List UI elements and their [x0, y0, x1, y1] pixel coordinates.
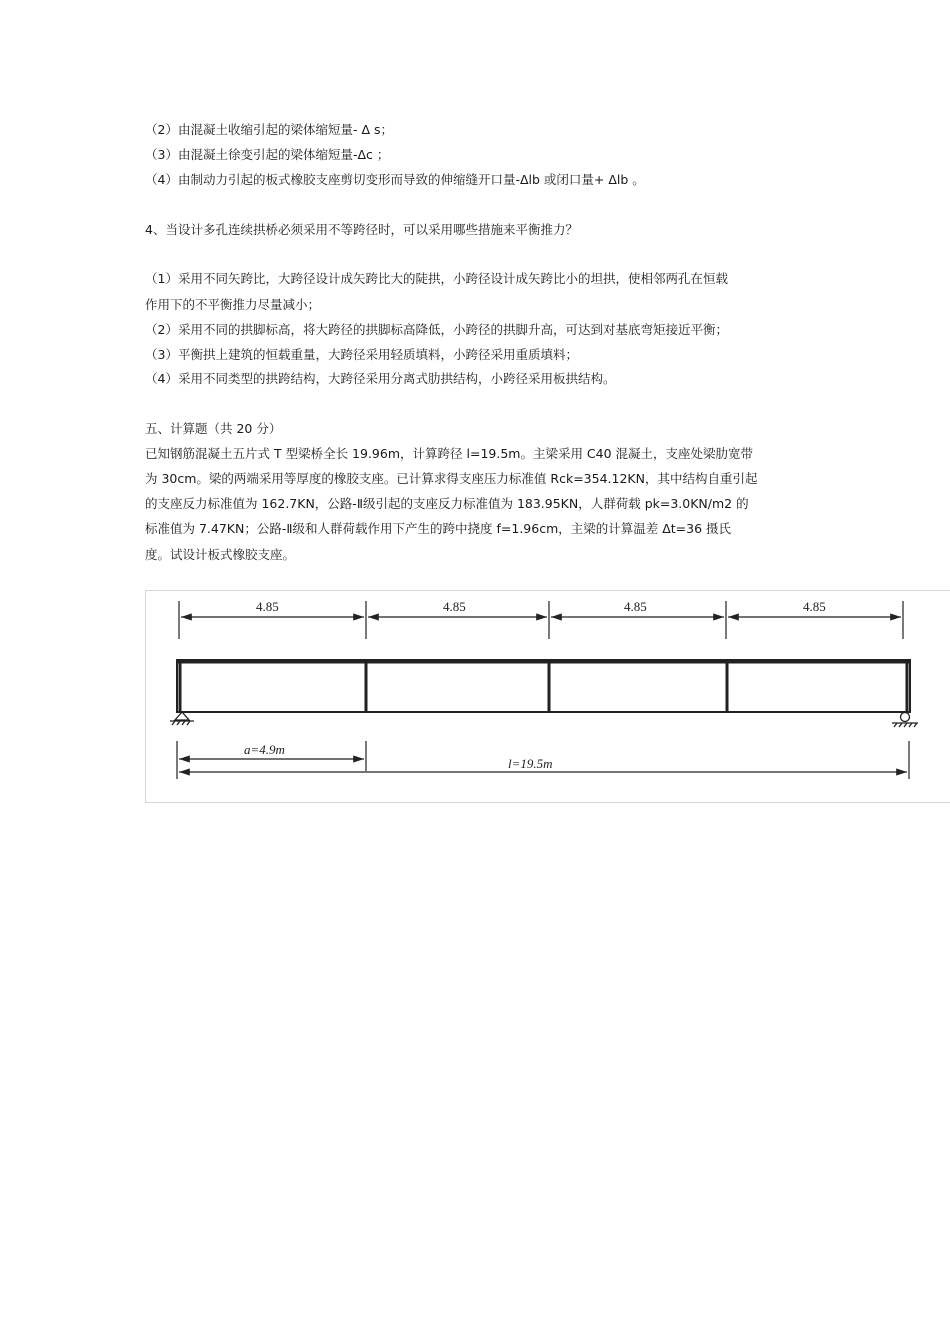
top-dimension-lines [179, 601, 903, 639]
section5-line-1: 已知钢筋混凝土五片式 T 型梁桥全长 19.96m，计算跨径 l=19.5m。主梁采用 C40 混凝土，支座处梁肋宽带 [145, 446, 754, 461]
roller-support-icon [892, 713, 918, 728]
question4-answer-line-1: （1）采用不同矢跨比，大跨径设计成矢跨比大的陡拱，小跨径设计成矢跨比小的坦拱，使相邻两孔在恒载 [145, 271, 728, 286]
question4-answer-line-2: 作用下的不平衡推力尽量减小； [145, 297, 321, 312]
section5-line-5: 度。试设计板式橡胶支座。 [145, 547, 296, 562]
beam-body [177, 660, 910, 712]
section5-line-2: 为 30cm。梁的两端采用等厚度的橡胶支座。已计算求得支座压力标准值 Rck=354.12KN，其中结构自重引起 [145, 471, 758, 486]
dim-l-label: l=19.5m [508, 756, 553, 771]
top-dim-label-2: 4.85 [443, 599, 466, 614]
beam-diagram [145, 590, 950, 803]
top-dim-label-1: 4.85 [256, 599, 279, 614]
beam-diagram-svg [146, 591, 950, 804]
question4-answer-line-3: （2）采用不同的拱脚标高，将大跨径的拱脚标高降低，小跨径的拱脚升高，可达到对基底弯矩接近平衡； [145, 322, 728, 337]
section5-line-3: 的支座反力标准值为 162.7KN，公路-Ⅱ级引起的支座反力标准值为 183.95KN，人群荷载 pk=3.0KN/m2 的 [145, 496, 749, 511]
top-dim-label-4: 4.85 [803, 599, 826, 614]
question4-title: 4、当设计多孔连续拱桥必须采用不等跨径时，可以采用哪些措施来平衡推力？ [145, 222, 578, 237]
question4-answer-line-5: （4）采用不同类型的拱跨结构，大跨径采用分离式肋拱结构，小跨径采用板拱结构。 [145, 371, 616, 386]
pinned-support-icon [170, 712, 194, 725]
section3-item-2: （2）由混凝土收缩引起的梁体缩短量- Δ s； [145, 122, 393, 137]
question4-answer-line-4: （3）平衡拱上建筑的恒载重量，大跨径采用轻质填料，小跨径采用重质填料； [145, 347, 578, 362]
section5-line-4: 标准值为 7.47KN；公路-Ⅱ级和人群荷载作用下产生的跨中挠度 f=1.96cm，主梁的计算温差 Δt=36 摄氏 [145, 521, 732, 536]
section3-item-4: （4）由制动力引起的板式橡胶支座剪切变形而导致的伸缩缝开口量-Δlb 或闭口量+ Δlb 。 [145, 172, 645, 187]
top-dim-label-3: 4.85 [624, 599, 647, 614]
section3-item-3: （3）由混凝土徐变引起的梁体缩短量-Δc ； [145, 147, 390, 162]
section5-title: 五、计算题（共 20 分） [145, 421, 282, 436]
dim-a-label: a=4.9m [244, 742, 285, 757]
